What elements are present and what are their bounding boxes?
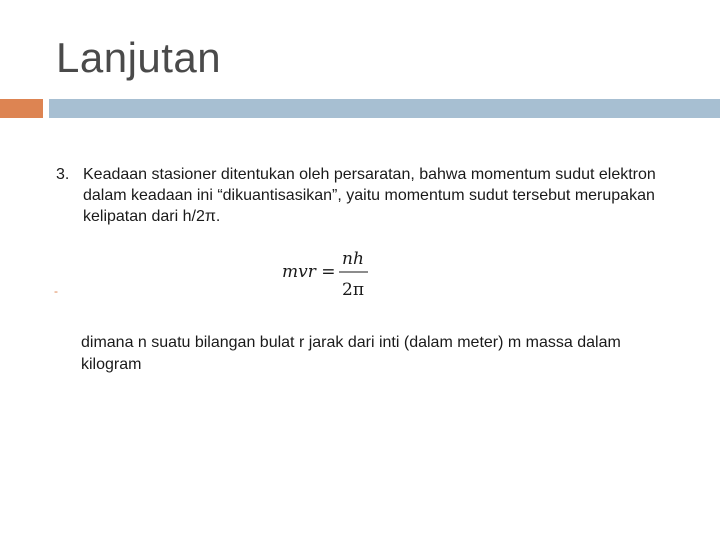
caption-text: dimana n suatu bilangan bulat r jarak dari inti (dalam meter) m massa dalam kilogram: [81, 334, 621, 373]
item-number: 3.: [56, 166, 70, 183]
slide-title: Lanjutan: [56, 34, 222, 81]
formula-svg: [282, 246, 382, 302]
formula-numerator: nh: [342, 249, 364, 269]
formula-lhs: mvr =: [282, 262, 336, 282]
formula-quantization: [282, 246, 382, 302]
bullet-dash: -: [54, 284, 58, 298]
header-divider-bar: [49, 99, 720, 118]
accent-bar: [0, 99, 43, 118]
item-text: Keadaan stasioner ditentukan oleh persaratan, bahwa momentum sudut elektron dalam keadaan ini “dikuantisasikan”, yaitu momentum sudut tersebut merupakan kelipatan dari h/2π.: [83, 166, 656, 225]
formula-denominator: 2π: [342, 280, 364, 300]
